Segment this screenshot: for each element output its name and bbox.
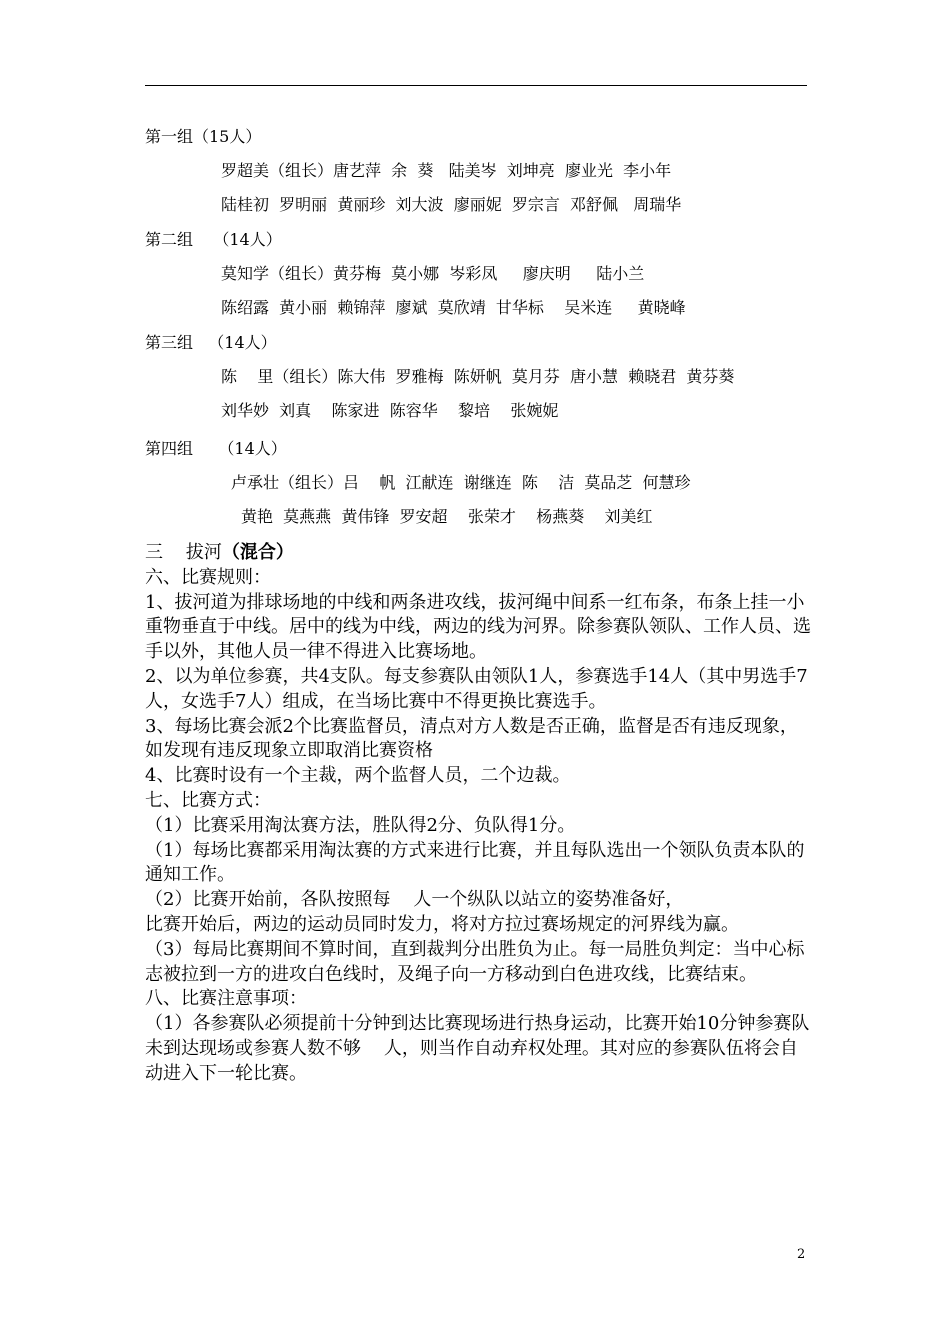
group-member-line: 莫知学（组长）黄芬梅 莫小娜 岑彩凤 廖庆明 陆小兰 [221, 264, 645, 283]
group-1 [145, 120, 825, 222]
paragraph: （3）每局比赛期间不算时间，直到裁判分出胜负为止。每一局胜负判定：当中心标志被拉到一方的进攻白色线时，及绳子向一方移动到白色进攻线，比赛结束。 [145, 938, 805, 985]
rules-body [145, 541, 815, 1087]
group-4 [145, 432, 825, 534]
paragraph: 八、比赛注意事项： [145, 988, 307, 1010]
group-heading: 第一组（15人） [145, 127, 262, 146]
paragraph: 1、拔河道为排球场地的中线和两条进攻线，拔河绳中间系一红布条，布条上挂一小重物垂直于中线。居中的线为中线，两边的线为河界。除参赛队领队、工作人员、选手以外，其他人员一律不得进入比赛场地。 [145, 591, 811, 663]
paragraph: 六、比赛规则： [145, 566, 271, 588]
section-label: 三 拔河 [145, 542, 222, 563]
paragraph: 七、比赛方式： [145, 789, 271, 811]
paragraph: 3、每场比赛会派2个比赛监督员，清点对方人数是否正确，监督是否有违反现象，如发现有违反现象立即取消比赛资格 [145, 715, 798, 762]
group-member-line: 刘华妙 刘真 陈家进 陈容华 黎培 张婉妮 [221, 401, 559, 420]
group-3 [145, 326, 825, 428]
group-2 [145, 223, 825, 325]
group-heading: 第二组 （14人） [145, 230, 282, 249]
group-heading: 第四组 （14人） [145, 439, 287, 458]
section-bold-label: （混合） [221, 542, 294, 563]
group-member-line: 陈 里（组长）陈大伟 罗雅梅 陈妍帆 莫月芬 唐小慧 赖晓君 黄芬葵 [221, 367, 735, 386]
paragraph: 2、以为单位参赛，共4支队。每支参赛队由领队1人，参赛选手14人（其中男选手7人，女选手7人）组成，在当场比赛中不得更换比赛选手。 [145, 665, 808, 712]
paragraph: （2）比赛开始前，各队按照每 人一个纵队以站立的姿势准备好， [145, 889, 684, 911]
group-heading: 第三组 （14人） [145, 333, 277, 352]
paragraph: （1）比赛采用淘汰赛方法，胜队得2分、负队得1分。 [145, 814, 576, 836]
header-rule [145, 85, 807, 86]
page-number: 2 [797, 1247, 806, 1262]
paragraph: （1）各参赛队必须提前十分钟到达比赛现场进行热身运动，比赛开始10分钟参赛队未到达现场或参赛人数不够 人，则当作自动弃权处理。其对应的参赛队伍将会自动进入下一轮比赛。 [145, 1013, 810, 1084]
group-member-line: 黄艳 莫燕燕 黄伟锋 罗安超 张荣才 杨燕葵 刘美红 [241, 507, 653, 526]
paragraph: 4、比赛时设有一个主裁，两个监督人员，二个边裁。 [145, 765, 571, 787]
group-member-line: 罗超美（组长）唐艺萍 余 葵 陆美岑 刘坤亮 廖业光 李小年 [221, 161, 672, 180]
paragraph: （1）每场比赛都采用淘汰赛的方式来进行比赛，并且每队选出一个领队负责本队的通知工作。 [145, 839, 805, 886]
group-member-line: 陈绍露 黄小丽 赖锦萍 廖斌 莫欣靖 甘华标 吴米连 黄晓峰 [221, 298, 686, 317]
group-member-line: 卢承壮（组长）吕 帆 江献连 谢继连 陈 洁 莫品芝 何慧珍 [231, 473, 691, 492]
section-title [145, 541, 815, 566]
paragraph: 比赛开始后，两边的运动员同时发力，将对方拉过赛场规定的河界线为赢。 [145, 913, 739, 935]
group-member-line: 陆桂初 罗明丽 黄丽珍 刘大波 廖丽妮 罗宗言 邓舒佩 周瑞华 [221, 195, 682, 214]
